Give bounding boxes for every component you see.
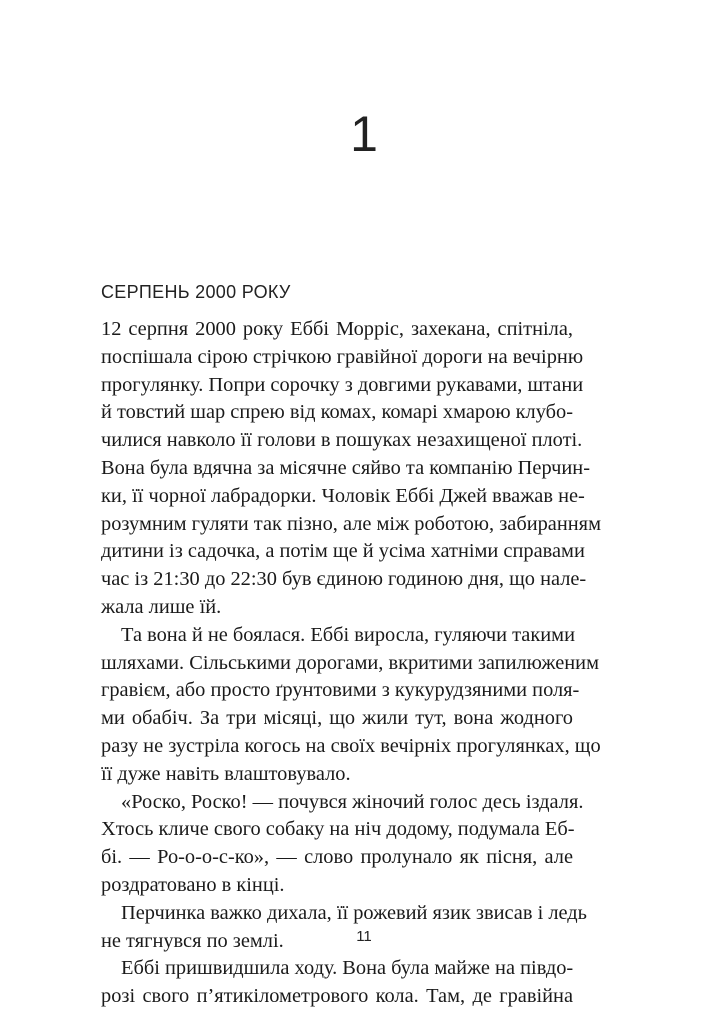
text-line: й товстий шар спрею від комах, комарі хмарою клубо- [101,401,574,424]
text-line: разу не зустріла когось на своїх вечірніх прогулянках, що [101,734,601,757]
text-line: бі. — Ро-о-о-с-ко», — слово пролунало як пісня, але [101,846,573,869]
text-line: роздратовано в кінці. [101,873,285,896]
text-line: час із 21:30 до 22:30 був єдиною годиною дня, що нале- [101,568,587,591]
page-number: 11 [356,928,372,945]
text-line: жала лише їй. [101,595,222,618]
text-line: Та вона й не боялася. Еббі виросла, гуляючи такими [121,623,575,646]
text-line: шляхами. Сільськими дорогами, вкритими запилюженим [101,651,599,674]
text-line: Вона була вдячна за місячне сяйво та компанію Перчин- [101,456,590,479]
text-line: поспішала сірою стрічкою гравійної дороги на вечірню [101,345,584,368]
text-line: дитини із садочка, а потім ще й усіма хатніми справами [101,540,585,563]
chapter-body-text [101,316,601,1011]
text-line: «Роско, Роско! — почувся жіночий голос десь іздаля. [121,790,584,813]
paragraph [101,789,584,900]
text-line: не тягнувся по землі. [101,929,284,952]
text-line: гравієм, або просто ґрунтовими з кукурудзяними поля- [101,679,580,702]
text-line: її дуже навіть влаштовувало. [101,762,351,785]
text-line: Еббі пришвидшила ходу. Вона була майже на півдо- [121,957,574,980]
text-line: розі свого п’ятикілометрового кола. Там, де гравійна [101,985,573,1008]
paragraph [101,955,573,1011]
paragraph [101,622,601,789]
text-line: ки, її чорної лабрадорки. Чоловік Еббі Джей вважав не- [101,484,585,507]
text-line: розумним гуляти так пізно, але між роботою, забиранням [101,512,601,535]
text-line: чилися навколо її голови в пошуках незахищеної плоті. [101,429,583,452]
chapter-number: 1 [350,106,378,162]
text-line: Перчинка важко дихала, її рожевий язик звисав і ледь [121,901,587,924]
text-line: прогулянку. Попри сорочку з довгими рукавами, штани [101,373,584,396]
text-line: 12 серпня 2000 року Еббі Морріс, захекана, спітніла, [101,318,573,340]
text-line: Хтось кличе свого собаку на ніч додому, подумала Еб- [101,818,575,841]
chapter-date-heading: СЕРПЕНЬ 2000 РОКУ [101,282,291,302]
text-line: ми обабіч. За три місяці, що жили тут, вона жодного [101,707,573,730]
paragraph [101,316,601,622]
